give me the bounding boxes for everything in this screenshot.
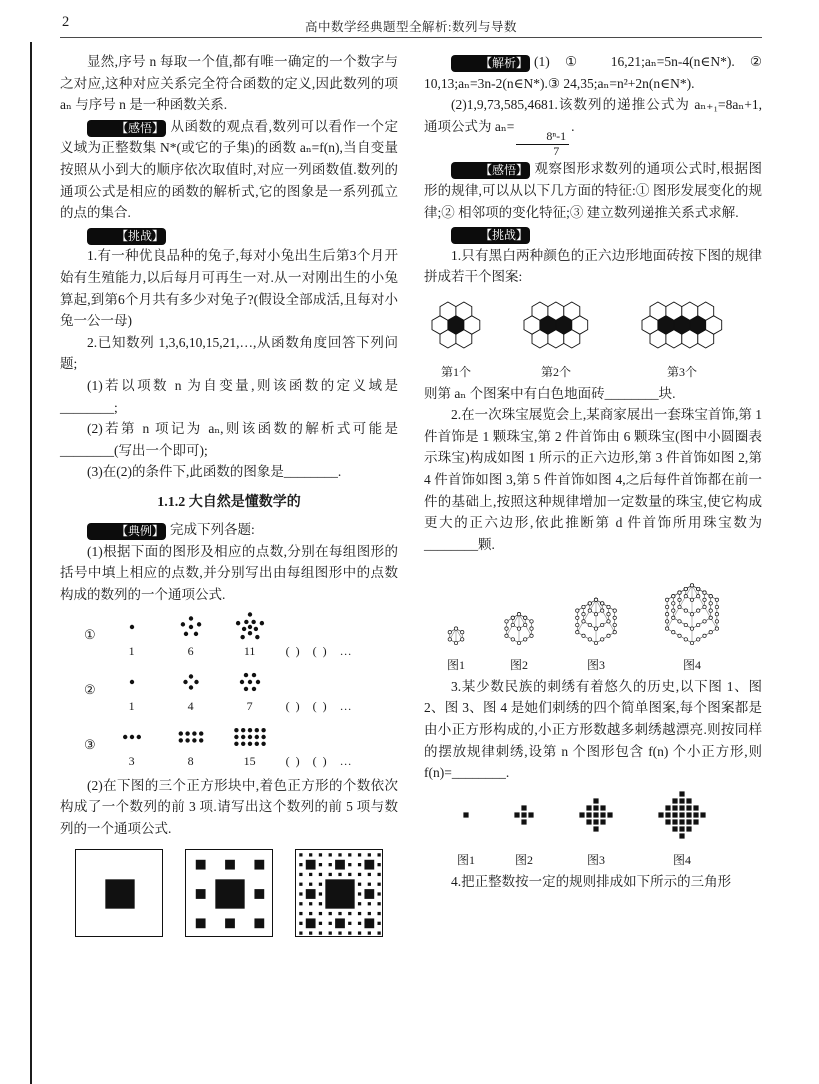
blank-parentheses: ( ) (312, 698, 327, 713)
challenge-right-2: 2.在一次珠宝展览会上,某商家展出一套珠宝首饰,第 1 件首饰是 1 颗珠宝,第 2 件首饰由 6 颗珠宝(图中小圆圈表示珠宝)构成如图 1 所示的正六边形,第 3 件首饰如图 2,第 4 件首饰如图 3,第 5 件首饰如图 4,之后每件首饰都在前一件的基础上,按照这种规律增加一定数量的珠宝,使它构成更大的正六边形,依此推断第 d 件首饰所用珠宝数为________颗. (424, 407, 762, 552)
dot-cluster-figure (109, 665, 155, 699)
dot-pattern-row-1 (84, 610, 398, 658)
jewelry-hexagons-svg (424, 561, 762, 649)
challenge-item-2-q2: (2)若第 n 项记为 aₙ,则该函数的解析式可能是________(写出一个即可); (60, 421, 398, 458)
blank-parentheses: ( ) (285, 698, 300, 713)
dot-cluster-figure (168, 720, 214, 754)
jiexi-text-1: (1)① 16,21;aₙ=5n-4(n∈N*).② 10,13;aₙ=3n-2(n∈N*).③ 24,35;aₙ=n²+2n(n∈N*). (424, 54, 762, 91)
dot-count: 1 (128, 698, 135, 713)
ganwu-paragraph (60, 116, 398, 224)
jewelry-hexagons-figure (424, 561, 762, 673)
jewelry-figure-labels (424, 656, 762, 673)
page-header (60, 12, 762, 38)
dot-cluster-figure (227, 720, 273, 754)
embroidery-figure-labels (424, 851, 762, 868)
hexagon-tiles-svg (424, 294, 762, 356)
fraction (516, 130, 569, 159)
figure-caption: 图4 (672, 853, 692, 868)
page-number: 2 (62, 14, 70, 30)
ellipsis: … (339, 753, 352, 768)
example-part2-text: (2)在下图的三个正方形块中,着色正方形的个数依次构成了一个数列的前 3 项.请写出这个数列的前 5 项与数列的一个通项公式. (60, 777, 398, 836)
challenge-item-2-q3: (3)在(2)的条件下,此函数的图象是________. (87, 464, 342, 480)
example-part1-text: (1)根据下面的图形及相应的点数,分别在每组图形的括号中填上相应的点数,并分别写出由每组图形中的点数构成的数列的一个通项公式. (60, 543, 398, 603)
dot-group (168, 720, 214, 768)
figure-caption: 图3 (586, 853, 606, 868)
figure-caption: 图4 (682, 657, 702, 672)
dianli-badge: 【典例】 (87, 523, 166, 540)
embroidery-squares-figure (424, 789, 762, 869)
challenge-right-4: 4.把正整数按一定的规则排成如下所示的三角形 (451, 874, 732, 890)
dot-count: 4 (187, 698, 194, 713)
ellipsis: … (339, 643, 352, 658)
jiexi-text-2: (2)1,9,73,585,4681.该数列的递推公式为 aₙ₊₁=8aₙ+1,通项公式为 aₙ= (424, 97, 762, 134)
dianli-text: 完成下列各题: (170, 522, 255, 538)
row-circled-number: ③ (84, 736, 96, 752)
dot-cluster-figure (168, 610, 214, 644)
dot-count: 8 (187, 753, 194, 768)
challenge-right-1: 1.只有黑白两种颜色的正六边形地面砖按下图的规律拼成若干个图案: (424, 247, 762, 285)
challenge-item-2-q1: (1)若以项数 n 为自变量,则该函数的定义域是________; (60, 377, 398, 415)
hexagon-tiles-labels (424, 363, 762, 380)
fraction-denominator: 7 (553, 143, 560, 158)
intro-paragraph: 显然,序号 n 每取一个值,都有唯一确定的一个数字与之对应,这种对应关系完全符合函数的定义,因此数列的项 aₙ 与序号 n 是一种函数关系. (60, 54, 398, 113)
dot-pattern-row-3 (84, 720, 398, 768)
ganwu-badge: 【感悟】 (451, 162, 530, 179)
dot-group (227, 610, 273, 658)
figure-caption: 图2 (509, 657, 529, 672)
row-circled-number: ② (84, 681, 96, 697)
dot-count: 3 (128, 753, 135, 768)
dot-group (109, 610, 155, 658)
sierpinski-squares-figure (60, 849, 398, 937)
dot-count: 1 (128, 643, 135, 658)
blank-parentheses: ( ) (285, 753, 300, 768)
dot-pattern-figure (60, 610, 398, 768)
ellipsis: … (339, 698, 352, 713)
dot-cluster-figure (109, 720, 155, 754)
tiaozhan-badge: 【挑战】 (87, 228, 166, 245)
embroidery-squares-svg (424, 789, 762, 845)
dot-cluster-figure (168, 665, 214, 699)
section-heading: 1.1.2 大自然是懂数学的 (157, 494, 301, 510)
challenge-right-1-question: 则第 aₙ 个图案中有白色地面砖________块. (424, 385, 676, 401)
ganwu-badge: 【感悟】 (87, 120, 166, 137)
blank-parentheses: ( ) (312, 753, 327, 768)
dot-group (168, 610, 214, 658)
figure-caption: 图1 (456, 853, 476, 868)
dot-cluster-figure (109, 610, 155, 644)
dot-group (227, 665, 273, 713)
dot-count: 6 (187, 643, 194, 658)
dot-cluster-figure (227, 610, 273, 644)
tiaozhan-heading-right (424, 223, 762, 245)
figure-caption: 图2 (514, 853, 534, 868)
page-edge-line (30, 42, 32, 1084)
figure-caption: 第1个 (440, 364, 472, 379)
left-column (60, 51, 398, 943)
jiexi-paragraph-2 (424, 94, 762, 158)
challenge-item-2: 2.已知数列 1,3,6,10,15,21,…,从函数角度回答下列问题; (60, 334, 398, 372)
two-column-layout (60, 51, 762, 943)
dot-count: 15 (243, 753, 256, 768)
hexagon-tiles-figure (424, 294, 762, 380)
dot-group (109, 720, 155, 768)
dianli-paragraph (60, 519, 398, 541)
tiaozhan-heading-left (60, 224, 398, 246)
jiexi-badge: 【解析】 (451, 55, 530, 72)
blank-parentheses: ( ) (285, 643, 300, 658)
dot-count: 7 (246, 698, 253, 713)
dot-count: 11 (243, 643, 256, 658)
fraction-numerator: 8ⁿ-1 (516, 130, 569, 145)
challenge-item-1: 1.有一种优良品种的兔子,每对小兔出生后第3个月开始有生殖能力,以后每月可再生一对.从一对刚出生的小兔算起,到第6个月共有多少对兔子?(假设全部成活,且每对小兔一公一母) (60, 248, 398, 329)
ganwu-text: 从函数的观点看,数列可以看作一个定义域为正整数集 N*(或它的子集)的函数 aₙ=f(n),当自变量按照从小到大的顺序依次取值时,对应一列函数值.数列的通项公式是相应的函数的解析式,它的图象是一系列孤立的点的集合. (60, 118, 398, 221)
dot-group (109, 665, 155, 713)
challenge-right-3: 3.某少数民族的刺绣有着悠久的历史,以下图 1、图 2、图 3、图 4 是她们刺绣的四个简单图案,每个图案都是由小正方形构成的,小正方形数越多刺绣越漂亮.则按同样的摆放规律刺绣,设第 n 个图形包含 f(n) 个小正方形,则 f(n)=________. (424, 678, 762, 781)
sierpinski-square-1 (75, 849, 163, 937)
dot-group (227, 720, 273, 768)
dot-group (168, 665, 214, 713)
tiaozhan-badge: 【挑战】 (451, 227, 530, 244)
blank-parentheses: ( ) (312, 643, 327, 658)
sierpinski-square-2 (185, 849, 273, 937)
jiexi-paragraph-1 (424, 51, 762, 94)
figure-caption: 第2个 (540, 364, 572, 379)
row-circled-number: ① (84, 626, 96, 642)
figure-caption: 第3个 (666, 364, 698, 379)
dot-pattern-row-2 (84, 665, 398, 713)
ganwu-paragraph-right (424, 158, 762, 223)
figure-caption: 图3 (586, 657, 606, 672)
jiexi-text-2-end: . (571, 118, 575, 134)
sierpinski-square-3 (295, 849, 383, 937)
dot-cluster-figure (227, 665, 273, 699)
ganwu-text-right: 观察图形求数列的通项公式时,根据图形的规律,可以从以下几方面的特征:① 图形发展变化的规律;② 相邻项的变化特征;③ 建立数列递推关系式求解. (424, 161, 762, 220)
right-column (424, 51, 762, 943)
figure-caption: 图1 (446, 657, 466, 672)
book-title: 高中数学经典题型全解析:数列与导数 (305, 20, 517, 34)
